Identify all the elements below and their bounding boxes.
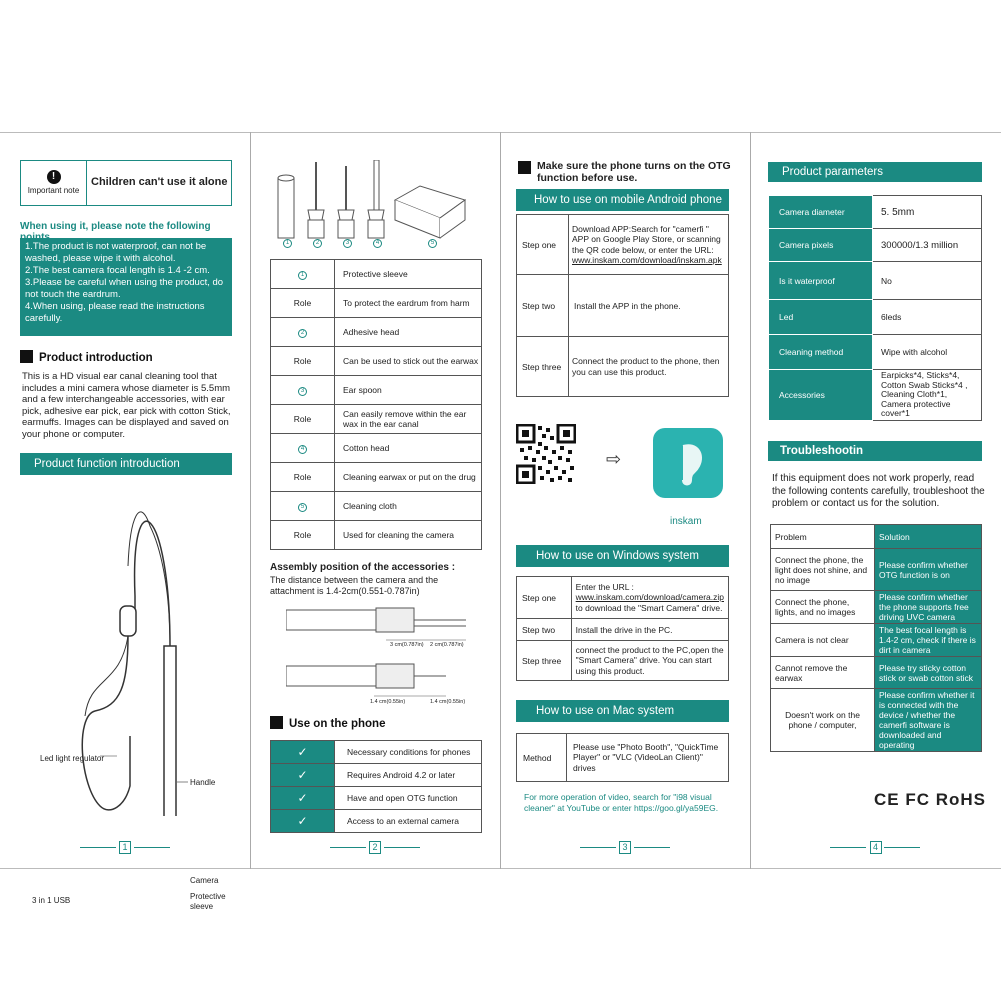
square-bullet-icon [270, 716, 283, 729]
accessories-illustration [270, 160, 485, 250]
product-diagram [20, 486, 235, 816]
android-title-bar: How to use on mobile Android phone [516, 189, 729, 211]
assembly-text: The distance between the camera and the attachment is 1.4-2cm(0.551-0.787in) [270, 575, 439, 596]
led-regulator-shape [120, 606, 136, 636]
use-heading: Use on the phone [270, 716, 385, 730]
assembly-diagram [286, 604, 476, 709]
certification-marks: CE FC RoHS [874, 790, 986, 809]
handle-shape [164, 646, 176, 816]
point-item: 2.The best camera focal length is 1.4 -2 cm. [25, 265, 210, 276]
panel-4 [750, 132, 1001, 869]
label-sleeve: Protective sleeve [190, 892, 226, 911]
page-number: 2 [250, 841, 500, 855]
page-number: 4 [750, 841, 1001, 855]
square-bullet-icon [518, 161, 531, 174]
intro-text: This is a HD visual ear canal cleaning tool that includes a mini camera whose diameter is 5.5mm and a few interchangeable accessories, with ear pick, adhesive ear pick, ear pick with cotton Stick, earmuffs. Images can be displayed and saved on your phone or computer. [22, 371, 231, 440]
note-label: Important note [27, 186, 80, 195]
windows-title-bar: How to use on Windows system [516, 545, 729, 567]
otg-heading: Make sure the phone turns on the OTG function before use. [518, 160, 733, 184]
check-icon: ✓ [271, 764, 335, 787]
page-number: 1 [0, 841, 250, 855]
qr-code [516, 424, 576, 484]
inskam-app-icon [653, 428, 723, 498]
intro-heading: Product introduction [20, 350, 153, 364]
note-text: Children can't use it alone [91, 176, 228, 188]
mac-title-bar: How to use on Mac system [516, 700, 729, 722]
exclamation-icon: ! [47, 170, 61, 184]
point-item: 3.Please be careful when using the product, do not touch the eardrum. [25, 277, 224, 300]
footer-note: For more operation of video, search for "i98 visual cleaner" at YouTube or enter https://goo.gl/ya59EG. [524, 792, 719, 813]
app-name: inskam [670, 516, 702, 527]
points-title: When using it, please note the following [20, 221, 211, 232]
note-left [21, 161, 87, 205]
page-number: 3 [500, 841, 750, 855]
dim-label: 2 cm(0.787in) [430, 642, 464, 648]
important-note-box [20, 160, 232, 206]
label-usb: 3 in 1 USB [32, 896, 71, 905]
mac-table: Method Please use "Photo Booth", "QuickTime Player" or "VLC (VideoLan Client)" drives [516, 733, 729, 782]
point-item: 4.When using, please read the instructions carefully. [25, 301, 205, 324]
params-title-bar: Product parameters [768, 162, 982, 182]
panel-1 [0, 132, 250, 911]
label-handle: Handle [190, 778, 216, 787]
points-box [20, 238, 232, 336]
dim-label: 1.4 cm(0.55in) [430, 699, 466, 705]
check-icon: ✓ [271, 787, 335, 810]
square-bullet-icon [20, 350, 33, 363]
function-title-bar: Product function introduction [20, 453, 232, 475]
trouble-text: If this equipment does not work properly, read the following contents carefully, troubleshoot the problem or contact us for the solution. [772, 473, 985, 509]
dim-label: 3 cm(0.787in) [390, 642, 424, 648]
windows-table: Step one Enter the URL : www.inskam.com/download/camera.zip to download the "Smart Camera" drive. Step two Install the drive in the PC. Step three connect the product to the PC,open the "Smart Camera" drive. You can start using this product. [516, 576, 729, 681]
trouble-title-bar: Troubleshootin [768, 441, 982, 461]
panel-3 [500, 132, 750, 869]
check-icon: ✓ [271, 741, 335, 764]
assembly-title: Assembly position of the accessories : [270, 562, 456, 573]
cable [135, 521, 170, 646]
check-icon: ✓ [271, 810, 335, 833]
panel-2: 1 2 3 4 5 1 Protective sleeve Role To protect the eardrum from harm 2 Adhesive head Role Can be used to stick out the earwax 3 Ear spoon Role Can easily remove within the ear wax in the ear canal 4 Cotton head Role Cleaning earwax or put on the drug 5 Cleaning cloth Role Used for cleaning the camera Assembly position of the accessories : The distance between the camera and the attachment is 1.4-2cm(0.551-0.787in) 3 cm(0.787in) 2 cm(0.787in) 1.4 cm(0.55in) 1.4 cm(0.55in) Use on the phone ✓ Necessary conditions for phones ✓ Requires Android 4.2 or later ✓ Have and open OTG function ✓ Access to an external camera 2 [250, 132, 500, 869]
dim-label: 1.4 cm(0.55in) [370, 699, 406, 705]
arrow-right-icon: ⇨ [606, 449, 622, 469]
point-item: 1.The product is not waterproof, can not be washed, please wipe it with alcohol. [25, 241, 207, 264]
accessories-table: 1 Protective sleeve Role To protect the eardrum from harm 2 Adhesive head Role Can be used to stick out the earwax 3 Ear spoon Role Can easily remove within the ear wax in the ear canal 4 Cotton head Role Cleaning earwax or put on the drug 5 Cleaning cloth Role Used for cleaning the camera [270, 259, 482, 550]
use-table: ✓ Necessary conditions for phones ✓ Requires Android 4.2 or later ✓ Have and open OTG function ✓ Access to an external camera [270, 740, 482, 833]
trouble-table: Problem Solution Connect the phone, the light does not shine, and no image Please confirm whether OTG function is on Connect the phone, lights, and no images Please confirm whether the phone supports free driving UVC camera Camera is not clear The best focal length is 1.4-2 cm, check if there is dirt in camera Cannot remove the earwax Please try sticky cotton stick or swab cotton stick Doesn't work on the phone / computer, Please confirm whether it is connected with the device / whether the camerfi software is downloaded and operating [770, 524, 982, 752]
android-table: Step one Download APP:Search for "camerfi " APP on Google Play Store, or scanning the QR code below, or enter the URL: www.inskam.com/download/inskam.apk Step two Install the APP in the phone. Step three Connect the product to the phone, then you can use this product. [516, 214, 729, 397]
label-led: Led light regulator [40, 754, 105, 763]
params-table: Camera diameter 5. 5mm Camera pixels 300000/1.3 million Is it waterproof No Led 6leds Cleaning method Wipe with alcohol Accessories Earpicks*4, Sticks*4, Cotton Swab Sticks*4 , Cleaning Cloth*1, Camera protective cover*1 [768, 195, 982, 421]
label-camera: Camera [190, 876, 219, 885]
